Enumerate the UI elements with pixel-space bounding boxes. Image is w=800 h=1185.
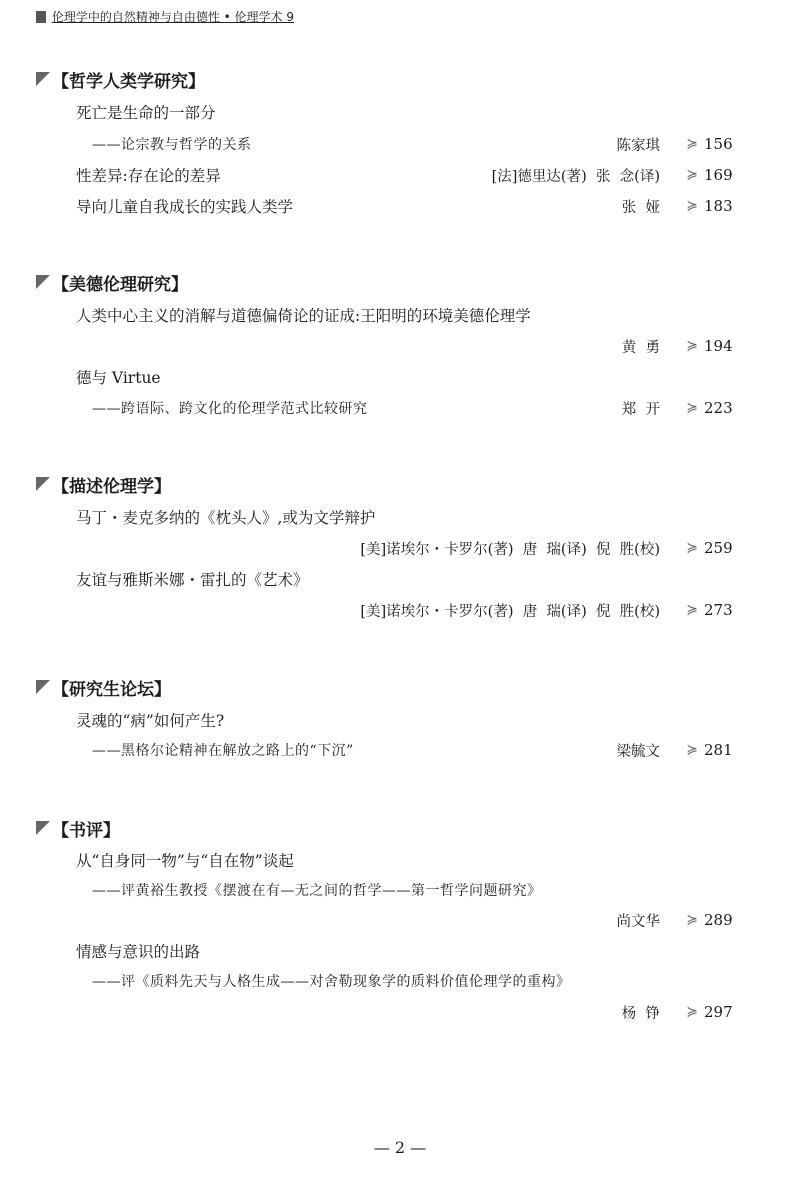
author: [法]德里达(著) 张 念(译) — [491, 168, 660, 185]
toc-entry-subtitle[interactable]: ——跨语际、跨文化的伦理学范式比较研究 郑 开 ≽ 223 — [36, 396, 756, 420]
page-arrow-icon: ≽ — [686, 338, 698, 354]
section-descriptive-ethics — [36, 471, 756, 620]
section-graduate-forum — [36, 674, 756, 760]
section-book-review — [36, 815, 756, 1022]
page-number: 259 — [704, 539, 733, 557]
toc-entry-title[interactable]: 马丁・麦克多纳的《枕头人》,或为文学辩护 — [76, 509, 376, 527]
page-arrow-icon: ≽ — [686, 136, 698, 152]
page-number: 297 — [704, 1003, 733, 1021]
author: 梁毓文 — [616, 743, 660, 760]
author: 陈家琪 — [616, 137, 660, 154]
page-number: 169 — [704, 166, 733, 184]
running-head-text: 伦理学中的自然精神与自由德性 • 伦理学术 9 — [51, 10, 294, 24]
section-title: 【哲学人类学研究】 — [36, 66, 756, 92]
page-arrow-icon: ≽ — [686, 540, 698, 556]
toc-entry-title[interactable]: 灵魂的“病”如何产生? — [76, 712, 225, 730]
page-number: 289 — [704, 911, 733, 929]
page-arrow-icon: ≽ — [686, 742, 698, 758]
toc-entry-author-line[interactable] — [36, 334, 756, 358]
author: 尚文华 — [616, 913, 660, 930]
header-mark-icon — [36, 11, 46, 23]
page-footer-number: — 2 — — [373, 1138, 427, 1157]
toc-entry-title[interactable]: 友谊与雅斯米娜・雷扎的《艺术》 — [76, 571, 309, 589]
page-arrow-icon: ≽ — [686, 167, 698, 183]
page-number: 281 — [704, 741, 733, 759]
page-arrow-icon: ≽ — [686, 198, 698, 214]
section-philosophical-anthropology — [36, 66, 756, 216]
author: 黄 勇 — [621, 339, 660, 356]
toc-entry-author-line[interactable] — [36, 908, 756, 932]
page-arrow-icon: ≽ — [686, 400, 698, 416]
section-triangle-icon — [36, 477, 50, 491]
section-triangle-icon — [36, 680, 50, 694]
page-arrow-icon: ≽ — [686, 1004, 698, 1020]
page-number: 194 — [704, 337, 733, 355]
author: 杨 铮 — [621, 1005, 660, 1022]
page-arrow-icon: ≽ — [686, 602, 698, 618]
section-triangle-icon — [36, 275, 50, 289]
author: 张 娅 — [621, 199, 660, 216]
section-title: 【描述伦理学】 — [36, 471, 756, 497]
toc-entry-subtitle[interactable]: ——评《质料先天与人格生成——对舍勒现象学的质料价值伦理学的重构》 — [92, 974, 571, 990]
author: [美]诺埃尔・卡罗尔(著) 唐 瑞(译) 倪 胜(校) — [360, 541, 660, 558]
toc-entry-title[interactable]: 死亡是生命的一部分 — [76, 104, 216, 122]
toc-entry-title[interactable]: 从“自身同一物”与“自在物”谈起 — [76, 852, 294, 870]
running-head — [36, 8, 294, 25]
toc-entry-author-line[interactable] — [36, 536, 756, 560]
page-number: 156 — [704, 135, 733, 153]
page-number: 273 — [704, 601, 733, 619]
section-virtue-ethics — [36, 269, 756, 418]
section-triangle-icon — [36, 821, 50, 835]
toc-entry[interactable]: 导向儿童自我成长的实践人类学 张 娅 ≽ 183 — [36, 194, 756, 218]
toc-entry-title[interactable]: 德与 Virtue — [76, 369, 161, 387]
page-arrow-icon: ≽ — [686, 912, 698, 928]
author: [美]诺埃尔・卡罗尔(著) 唐 瑞(译) 倪 胜(校) — [360, 603, 660, 620]
toc-entry-title[interactable]: 情感与意识的出路 — [76, 943, 201, 961]
page-number: 223 — [704, 399, 733, 417]
section-title: 【美德伦理研究】 — [36, 269, 756, 295]
toc-entry-author-line[interactable] — [36, 1000, 756, 1024]
toc-entry[interactable]: 性差异:存在论的差异 [法]德里达(著) 张 念(译) ≽ 169 — [36, 163, 756, 187]
author: 郑 开 — [621, 401, 660, 418]
section-title: 【研究生论坛】 — [36, 674, 756, 700]
toc-entry-subtitle[interactable]: ——黑格尔论精神在解放之路上的“下沉” 梁毓文 ≽ 281 — [36, 738, 756, 762]
toc-entry-author-line[interactable] — [36, 598, 756, 622]
page-number: 183 — [704, 197, 733, 215]
section-triangle-icon — [36, 72, 50, 86]
toc-entry-subtitle[interactable]: ——论宗教与哲学的关系 陈家琪 ≽ 156 — [36, 132, 756, 156]
toc-entry-title[interactable]: 人类中心主义的消解与道德偏倚论的证成:王阳明的环境美德伦理学 — [76, 307, 531, 325]
toc-entry-subtitle[interactable]: ——评黄裕生教授《摆渡在有—无之间的哲学——第一哲学问题研究》 — [92, 883, 542, 899]
section-title: 【书评】 — [36, 815, 756, 841]
